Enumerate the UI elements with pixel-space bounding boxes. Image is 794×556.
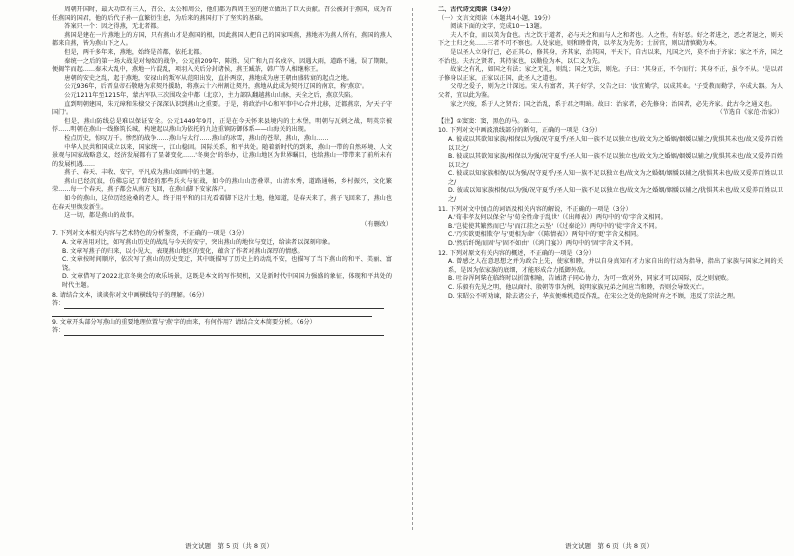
answer-option[interactable]: A.'荀非孝友何以保全'与'荀全性命于乱世'（《出师表》）两句中的'荀'字含义相同。 [448, 214, 667, 222]
section-title: 二、古代诗文阅读（34分） [438, 6, 515, 13]
answer-8[interactable] [52, 300, 392, 309]
passage-paragraph: 如今的燕山，这位历经沧桑的老人，终于用平和的目光看着脚下这片土地，他知道，是春天来了，燕子飞回来了，燕山也在春天里焕发新生。 [52, 195, 392, 211]
instruction: 阅读下面的文字，完成10～13题。 [450, 23, 546, 31]
answer-option[interactable]: C. 文章按时间顺序，依次写了燕山的历史变迁，其中既描写了历史上的动乱不安，也描写了当下燕山的和平、美丽、富饶。 [62, 256, 392, 272]
answer-option[interactable]: C. 彼或以知家族相保/以为强/况守夏乎/圣人知一族不足以独立也/故文为之婚姻/姻媛以辅之/犹惧其未也/故又爱养百姓以卫之/ [448, 170, 783, 186]
footnote: 【注】①窦窦：窦，黑色的马。②…… [438, 117, 542, 125]
passage-paragraph: 中华人民共和国成立以来，国家统一，江山稳固。国际关系，和平共处。随着新时代的到来，燕山一带的自然环境、人文景观与国家战略意义，经济发展都有了显著变化……'冬奥会'的举办，让燕山地区为世界瞩目，也给燕山一带带来了前所未有的发展机遇…… [52, 143, 392, 168]
question-10: 10. 下列对文中画波浪线部分的断句，正确的一项是（3分） [438, 127, 602, 135]
passage-paragraph: 周朝开国时，最大功臣有三人，召公、太公和周公，他们都为西周王室的建立做出了巨大贡献。召公被封于燕国，成为首任燕国的国君，他的后代子孙一直繁衍生息，为后来的燕国打下了坚实的基础。 [52, 6, 392, 22]
passage-paragraph: 夫人不食，而以美为食也。古之饮于道者，必与天之和而与人之和者也。人之性，有好恶。好之者进之，恶之者退之，则天下之士归之矣……三者不可不察也。人处家庭，则和睦骨肉，以孝友为先务；士居官，则以清慎勤为本。 [438, 31, 783, 48]
answer-option[interactable]: D. 文章借写了2022北京冬奥会的欢乐场景，这既是本文的写作契机，又是新时代中国国力强盛的象征，体现和平共处的时代主题。 [62, 273, 392, 289]
passage-paragraph: 是以圣人立身行己，必正其心，修其身，齐其家，治其国，平天下，自古以来，凡国之兴，莫不由于齐家；家之不齐，国之不治也。夫古之贤者，其持家也，以勤俭为本，以仁义为先。 [438, 48, 783, 65]
passage-paragraph: 答案只一个：因之得燕，无北者都。 [64, 23, 163, 31]
page-footer-right: 语文试题 第 6 页（共 8 页） [565, 542, 654, 550]
passage-paragraph: 检点历史，惊叹万千。惨烈的战争……燕山与太行……燕山的冰雪，燕山的苍翠，燕山，燕山…… [64, 134, 329, 142]
passage-paragraph: 秦统一之后的第一场大战是对匈奴的战争，公元前209年，陈胜、吴广和九百名戍卒，因遇大雨，道路不通，误了期限，便揭竿而起……秦末大乱中，燕地一片混乱，项羽入关后分封诸侯，燕王臧荼，韩广等人相继称王。 [52, 57, 392, 74]
passage-paragraph: 父母之爱子，则为之计深远。宋人有富者，其子好学，父告之曰：'汝宜勤学，以成其业。'子受教而勤学，卒成大器。为人父者，宜以此为鉴。 [438, 83, 783, 99]
question-11-options [438, 214, 783, 248]
question-11: 11. 下列对文中加点的词语及相关内容的解说，不正确的一项是（3分） [438, 205, 632, 213]
answer-option[interactable]: B.'岂徒使其繁然而已'与'而江挂之云坠'（《过秦论》）两句中的'徒'字含义不同。 [448, 222, 661, 230]
question-12-options [438, 258, 783, 301]
source-note: （有删改） [361, 220, 392, 228]
question-12: 12. 下列对原文有关内容的概述，不正确的一项是（3分） [438, 249, 595, 257]
answer-label: 答： [52, 300, 65, 308]
answer-option[interactable]: D.'然后纤绳而固'与'固不如由'（《鸿门宴》）两句中的'固'字含义不同。 [448, 240, 637, 248]
question-7-options [52, 239, 392, 291]
question-8: 8. 请结合文本，谈谈你对文中画横线句子的理解。（6分） [52, 291, 209, 299]
passage-paragraph: 直到明朝建国，朱元璋和朱棣父子深深认识到燕山之重要。于是，将政治中心和军事中心合并北移，迁都燕京，为'天子守国门'。 [52, 100, 392, 117]
passage-paragraph: 燕山已经沉寂，仿佛忘记了曾经的那些兵火与征战，如今的燕山山峦叠翠，山清水秀，道路通畅，乡村振兴，文化繁荣……每一个春天，燕子都会从南方飞回，在燕山脚下安家落户。 [52, 177, 392, 194]
blank-line [52, 309, 392, 318]
question-7: 7. 下列对文本相关内容与艺术特色的分析鉴赏，不正确的一项是（3分） [52, 230, 248, 238]
right-column [438, 6, 783, 534]
answer-option[interactable]: C.'乃实欲更相欺夺'与'更相为命'（《陈情表》）两句中的'更'字含义相同。 [448, 231, 643, 239]
answer-option[interactable]: D. 宋昭公不听劝谏，除去诸公子，华亥便乘机造反作乱，在宋公之处的危险时弃之不顾，违反了宗法之理。 [448, 292, 740, 300]
question-9: 9. 文章开头部分写燕山的重要地理位置与'燕'字的由来，有何作用？请结合文本简要分析。（6分） [52, 318, 316, 326]
answer-option[interactable]: A. 彼或以其欲知家族/相保以为强/况守夏乎/圣人知一族不足以独立也/故文为之婚姻/姻媛以辅之/犹惧其未也/故又爱养百姓以卫之/ [448, 135, 783, 152]
column-divider [412, 8, 413, 530]
passage-paragraph: 但是，燕山防线总是难以保证安全。公元1449年9月，正是在今天怀来县境内的土木堡，明朝与瓦剌之战，明英宗被俘……明朝在燕山一线修筑长城，构建起以燕山为依托的九边重镇防御体系——山海关的出现。 [52, 117, 392, 134]
passage-paragraph: 家之兴废，系于人之贤否；国之治乱，系于君之明暗。故曰：治家者，必先修身；治国者，必先齐家。此古今之通义也。 [450, 100, 776, 108]
answer-option[interactable]: A. 文章善用对比，如写燕山历史的战乱与今天的安宁，突出燕山的地位与变迁，给读者以深刻印象。 [62, 239, 335, 247]
passage-paragraph: 这一切，都是燕山的故事。 [64, 212, 138, 220]
excerpt-note: （节选自《家范·治家》） [716, 109, 783, 117]
answer-line [64, 328, 384, 336]
passage-paragraph: 唐朝的安史之乱，起于燕地，安禄山的叛军从范阳出发，直扑两京，燕地成为唐王朝由盛转衰的起点之地。 [64, 74, 353, 82]
passage-paragraph: 但是，两千多年来，燕地，始终是首都，依托北都。 [64, 48, 206, 56]
answer-label: 答： [52, 327, 65, 335]
answer-option[interactable]: C. 乐毅有先见之明，他以商纣、殷朝等事为例，说明家族兄弟之间应当和睦，否则会导致灭亡。 [448, 284, 708, 291]
page-footer-left: 语文试题 第 5 页（共 8 页） [185, 542, 274, 550]
passage-paragraph: 公元1211年至1215年，蒙古军队三次围攻金中都（北京），主力部队翻越燕山山脉，天全之后，燕京失陷。 [64, 91, 357, 99]
answer-option[interactable]: B. 吐谷浑阿柴在临终时以折箭相喻，告诫诸子同心协力，为可一致对外，同家才可以国际，反之则衰败。 [448, 275, 733, 283]
answer-line [64, 301, 384, 309]
passage-paragraph: 燕子、春天、丰收、安宁，平凡成为燕山如画中的主题。 [64, 169, 218, 177]
reading-passage [52, 6, 392, 221]
left-column [52, 6, 392, 534]
passage-paragraph: 故家之有礼，如国之有法；家之无礼，则乱；国之无法，则危。子曰：'其身正，不令而行；其身不正，虽令不从。'是以君子修身以正家，正家以正国，此圣人之道也。 [438, 66, 783, 82]
passage-paragraph: 公元936年，后晋皇帝石敬瑭为求契丹援助，将燕云十六州割让契丹，燕地从此成为契丹辽国的南京，称'燕京'。 [64, 83, 369, 91]
answer-option[interactable]: D. 彼或以知家族相保/以为强/况守夏乎/圣人知一族不足以独立也/故文为之婚姻/姻媛以辅之/犹惧其未也/故又爱养百姓以卫之/ [448, 187, 783, 204]
classical-passage [438, 32, 783, 109]
answer-option[interactable]: B. 文章写燕子的归来，以小见大，表现燕山地区的变化，蕴含了作者对燕山深厚的情感。 [62, 247, 304, 255]
passage-paragraph: 燕国是建在一片燕地上的方国，只有燕山才是燕国的根，因此燕国人把自己的国家叫燕，燕地亦为燕人所有，燕国的燕人都来自燕，皆为燕山下之人。 [52, 31, 392, 48]
answer-option[interactable]: A. 曾感之人在意思想之并为政合上先，使家和睦，并以自身真知有才力家自出的行动为指导，指出了家族与国家之间的关系，是因为依家族的底细，才能形成合力抵御外敌。 [448, 258, 783, 274]
question-10-options [438, 136, 783, 205]
sub-title: （一）文言文阅读（本题共4小题，19分） [438, 14, 555, 22]
answer-option[interactable]: B. 彼或以其欲知家族/相保以为强/况守夏乎/圣人知一族不足以独立也/故文为之婚姻/姻媛以辅之/犹惧其未也/故又爱养百姓以卫之/ [448, 153, 783, 169]
answer-9[interactable] [52, 327, 392, 336]
